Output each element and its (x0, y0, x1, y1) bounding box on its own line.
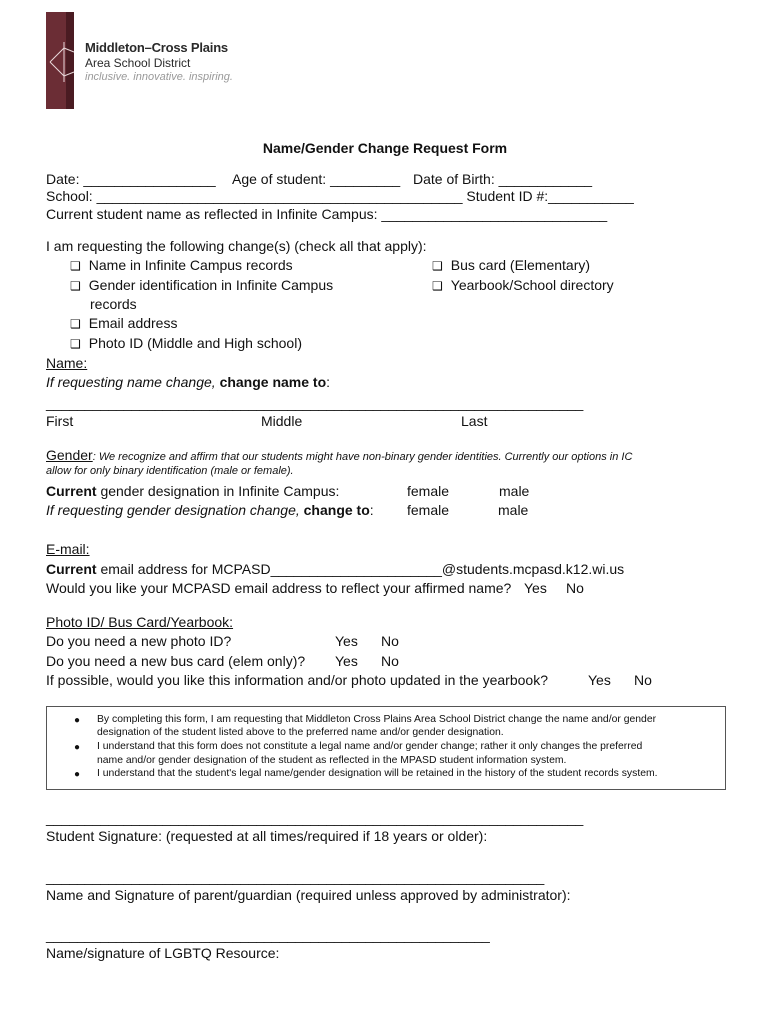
checkbox-icon[interactable]: ❑ (70, 337, 81, 351)
bus-card-question: Do you need a new bus card (elem only)? (46, 653, 306, 669)
notice-item-1-line2: designation of the student listed above to the preferred name and/or gender designation. (97, 727, 504, 738)
email-heading: E-mail: (46, 541, 90, 557)
gender-note: Gender: We recognize and affirm that our students might have non-binary gender identities. Currently our options in IC (46, 447, 633, 463)
option-gender-ic-wrap: records (90, 296, 137, 312)
option-email[interactable] (70, 315, 177, 331)
bus-card-no[interactable]: No (381, 653, 399, 669)
logo-name-line1: Middleton–Cross Plains (85, 40, 228, 55)
current-gender-label: Current gender designation in Infinite Campus: (46, 483, 340, 499)
option-bus-card[interactable] (432, 257, 590, 273)
current-email-field[interactable]: Current email address for MCPASD______________________@students.mcpasd.k12.wi.us (46, 561, 625, 577)
option-label: Photo ID (Middle and High school) (88, 335, 302, 351)
acknowledgement-box (46, 706, 726, 790)
option-label: Bus card (Elementary) (450, 257, 591, 273)
option-gender-ic[interactable] (70, 277, 333, 293)
yearbook-no[interactable]: No (634, 672, 652, 688)
last-label: Last (461, 413, 488, 429)
student-signature-line[interactable]: _____________________________________________________________________ (46, 810, 584, 826)
logo-star-icon (44, 12, 84, 109)
current-female-option[interactable]: female (407, 483, 450, 499)
age-field[interactable]: Age of student: _________ (232, 171, 401, 187)
current-name-field[interactable]: Current student name as reflected in Infinite Campus: _____________________________ (46, 206, 608, 222)
checkbox-icon[interactable]: ❑ (432, 259, 443, 273)
dob-field[interactable]: Date of Birth: ____________ (413, 171, 593, 187)
change-female-option[interactable]: female (407, 502, 450, 518)
checkbox-icon[interactable]: ❑ (432, 279, 443, 293)
logo-name-line2: Area School District (85, 56, 191, 70)
change-male-option[interactable]: male (498, 502, 529, 518)
option-label: Name in Infinite Campus records (88, 257, 293, 273)
checkbox-icon[interactable]: ❑ (70, 259, 81, 273)
new-name-line[interactable]: _____________________________________________________________________ (46, 395, 584, 411)
yearbook-question: If possible, would you like this information and/or photo updated in the yearbook? (46, 672, 548, 688)
change-gender-label: If requesting gender designation change, change to: (46, 502, 374, 518)
gender-heading: Gender (46, 447, 93, 463)
bus-card-yes[interactable]: Yes (335, 653, 358, 669)
notice-item-3: I understand that the student's legal name/gender designation will be retained in the history of the student records system. (97, 768, 658, 779)
parent-signature-line[interactable]: ________________________________________________________________ (46, 869, 545, 885)
logo-tagline: inclusive. innovative. inspiring. (85, 71, 233, 83)
name-heading: Name: (46, 355, 88, 371)
notice-item-2-line2: name and/or gender designation of the student as reflected in the MPASD student information system. (97, 755, 567, 766)
form-title: Name/Gender Change Request Form (262, 140, 508, 156)
bullet-icon: ● (74, 715, 81, 726)
option-photo-id[interactable] (70, 335, 302, 351)
gender-note-line2: allow for only binary identification (male or female). (46, 465, 294, 477)
name-instruction: If requesting name change, change name to: (46, 374, 331, 390)
email-question: Would you like your MCPASD email address to reflect your affirmed name? (46, 580, 512, 596)
bullet-icon: ● (74, 769, 81, 780)
lgbtq-signature-label: Name/signature of LGBTQ Resource: (46, 945, 280, 961)
bullet-icon: ● (74, 742, 81, 753)
option-yearbook[interactable] (432, 277, 614, 293)
yearbook-yes[interactable]: Yes (588, 672, 611, 688)
option-name-ic[interactable] (70, 257, 293, 273)
option-label: Yearbook/School directory (450, 277, 614, 293)
email-no-option[interactable]: No (566, 580, 584, 596)
photo-id-no[interactable]: No (381, 633, 399, 649)
notice-item-1-line1: By completing this form, I am requesting that Middleton Cross Plains Area School District change the name and/or gender (97, 714, 657, 725)
student-signature-label: Student Signature: (requested at all times/required if 18 years or older): (46, 828, 488, 844)
checkbox-icon[interactable]: ❑ (70, 279, 81, 293)
current-male-option[interactable]: male (499, 483, 530, 499)
photo-id-question: Do you need a new photo ID? (46, 633, 232, 649)
checkbox-icon[interactable]: ❑ (70, 317, 81, 331)
photo-heading: Photo ID/ Bus Card/Yearbook: (46, 614, 234, 630)
email-yes-option[interactable]: Yes (524, 580, 547, 596)
lgbtq-signature-line[interactable]: _________________________________________________________ (46, 927, 490, 943)
school-studentid-field[interactable]: School: _______________________________________________ Student ID #:___________ (46, 188, 634, 204)
requests-intro: I am requesting the following change(s) (check all that apply): (46, 238, 427, 254)
notice-item-2-line1: I understand that this form does not constitute a legal name and/or gender change; rather it only changes the preferred (97, 741, 643, 752)
middle-label: Middle (261, 413, 303, 429)
option-label: Gender identification in Infinite Campus (88, 277, 334, 293)
date-field[interactable]: Date: _________________ (46, 171, 216, 187)
option-label: Email address (88, 315, 178, 331)
first-label: First (46, 413, 74, 429)
photo-id-yes[interactable]: Yes (335, 633, 358, 649)
parent-signature-label: Name and Signature of parent/guardian (required unless approved by administrator): (46, 887, 571, 903)
